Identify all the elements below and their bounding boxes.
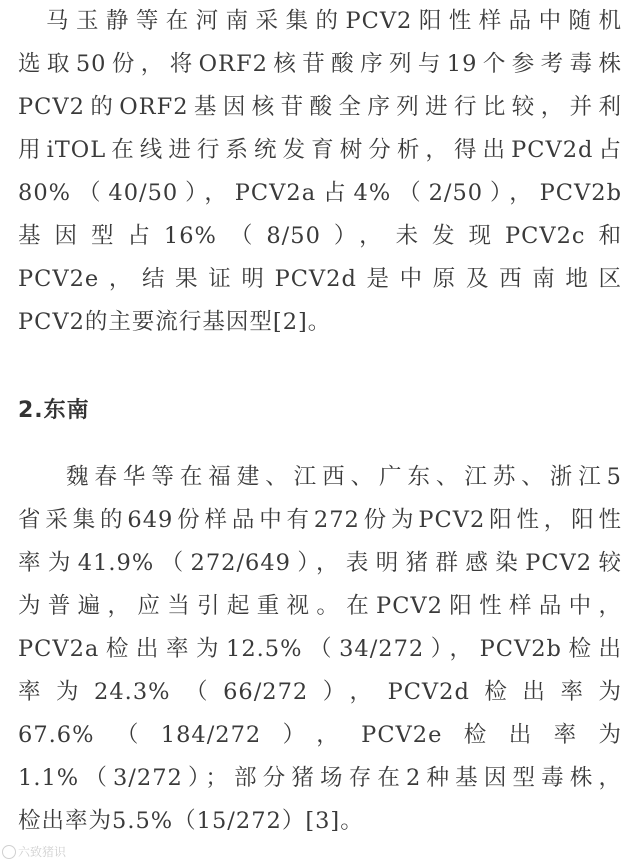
p2-line-2: 省采集的649份样品中有272份为PCV2阳性，阳性 <box>18 507 622 533</box>
p2-line-1: 魏春华等在福建、江西、广东、江苏、浙江5 <box>66 464 622 490</box>
p1-line-4: 用iTOL在线进行系统发育树分析，得出PCV2d占 <box>18 137 622 163</box>
p1-line-8: PCV2的主要流行基因型[2]。 <box>18 309 332 335</box>
watermark-text: 六致猪识 <box>18 845 67 859</box>
p2-line-9: 检出率为5.5%（15/272）[3]。 <box>18 808 364 834</box>
p1-line-6: 基因型占16%（8/50），未发现PCV2c和 <box>18 223 622 249</box>
watermark <box>2 844 66 860</box>
p1-line-5: 80%（40/50），PCV2a占4%（2/50），PCV2b <box>18 180 622 206</box>
p2-line-6: 率为24.3%（66/272），PCV2d检出率为 <box>18 679 622 705</box>
p1-line-3: PCV2的ORF2基因核苷酸全序列进行比较，并利 <box>18 94 622 120</box>
p1-line-1: 马玉静等在河南采集的PCV2阳性样品中随机 <box>46 8 622 34</box>
p2-line-3: 率为41.9%（272/649），表明猪群感染PCV2较 <box>18 550 622 576</box>
logo-circle-icon <box>2 845 16 859</box>
p2-line-5: PCV2a检出率为12.5%（34/272），PCV2b检出 <box>18 636 622 662</box>
p2-line-7: 67.6%（184/272），PCV2e检出率为 <box>18 722 622 748</box>
section-heading: 2.东南 <box>18 398 90 423</box>
p2-line-8: 1.1%（3/272）；部分猪场存在2种基因型毒株， <box>18 765 622 791</box>
p1-line-2: 选取50份，将ORF2核苷酸序列与19个参考毒株 <box>18 51 622 77</box>
p1-line-7: PCV2e，结果证明PCV2d是中原及西南地区 <box>18 266 622 292</box>
p2-line-4: 为普遍，应当引起重视。在PCV2阳性样品中， <box>18 593 622 619</box>
